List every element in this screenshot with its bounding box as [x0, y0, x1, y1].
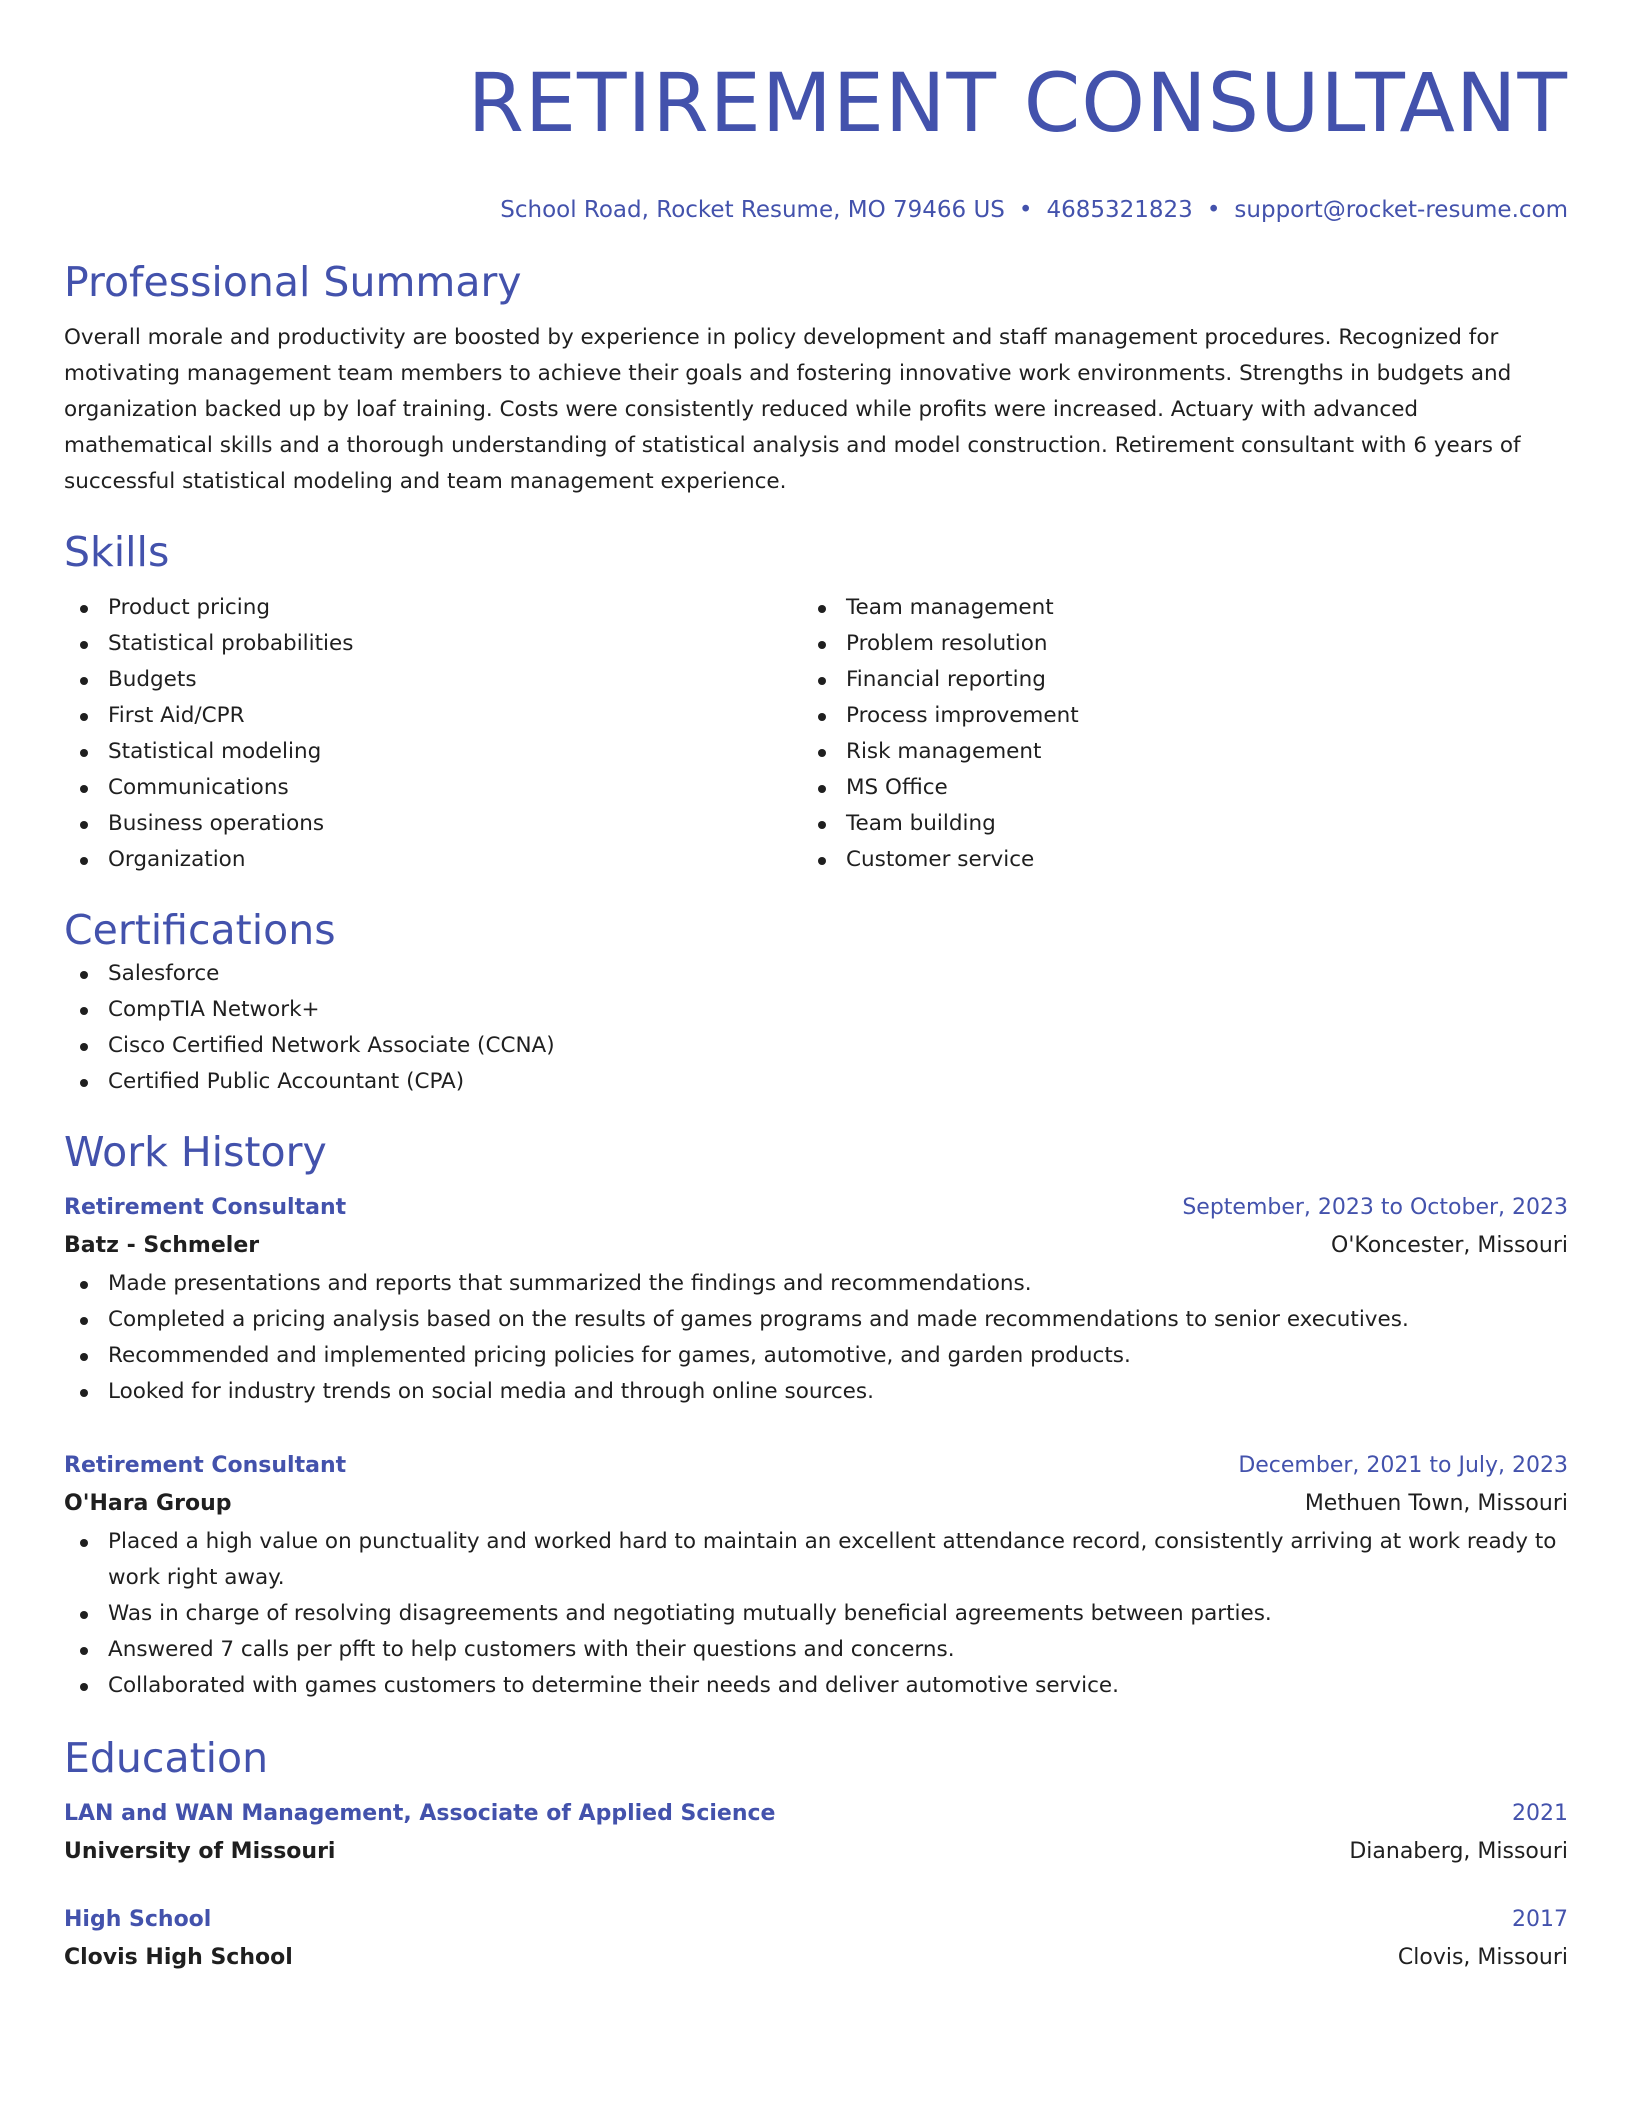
job-bullet-text: Placed a high value on punctuality and worked hard to maintain an excellent attendance record, consistently arriving at work ready to work right away.	[108, 1529, 1557, 1590]
skill-item-text: Team building	[846, 811, 996, 836]
school-name: Clovis High School	[64, 1945, 293, 1970]
graduation-year: 2017	[1512, 1907, 1568, 1932]
bullet-dot	[818, 641, 826, 649]
work-history-section	[64, 1126, 1568, 1704]
bullet-dot	[818, 713, 826, 721]
skill-item	[802, 770, 1540, 806]
skill-item-text: Product pricing	[108, 595, 270, 620]
graduation-year: 2021	[1512, 1801, 1568, 1826]
education-school-row	[64, 1938, 1568, 1978]
skill-item-text: Risk management	[846, 739, 1042, 764]
skill-item	[64, 698, 802, 734]
job-bullet	[64, 1668, 1568, 1704]
job-header-row	[64, 1448, 1568, 1484]
bullet-dot	[80, 1539, 88, 1547]
skill-item-text: Financial reporting	[846, 667, 1046, 692]
skill-item	[802, 734, 1540, 770]
job-bullet-text: Recommended and implemented pricing policies for games, automotive, and garden products.	[108, 1343, 1131, 1368]
skill-item	[64, 734, 802, 770]
skill-item-text: Organization	[108, 847, 246, 872]
bullet-dot	[80, 971, 88, 979]
certification-item-text: Certified Public Accountant (CPA)	[108, 1069, 465, 1094]
skill-item	[802, 626, 1540, 662]
bullet-dot	[818, 857, 826, 865]
job-bullets	[64, 1524, 1568, 1704]
skill-item	[64, 770, 802, 806]
job-bullet	[64, 1266, 1568, 1302]
education-entry	[64, 1902, 1568, 1978]
degree-name: LAN and WAN Management, Associate of Applied Science	[64, 1801, 776, 1826]
job-bullet	[64, 1338, 1568, 1374]
separator-dot: •	[1018, 197, 1033, 223]
certification-item	[64, 1028, 1568, 1064]
skill-item-text: Process improvement	[846, 703, 1079, 728]
job-dates: September, 2023 to October, 2023	[1182, 1195, 1568, 1220]
section-title: Education	[64, 1734, 269, 1782]
skill-item-text: First Aid/CPR	[108, 703, 245, 728]
bullet-dot	[818, 821, 826, 829]
email-link[interactable]: support@rocket-resume.com	[1234, 197, 1568, 223]
certification-item-text: CompTIA Network+	[108, 997, 320, 1022]
education-school-row	[64, 1832, 1568, 1872]
section-title: Skills	[64, 528, 170, 576]
skill-item	[802, 590, 1540, 626]
job-bullet	[64, 1632, 1568, 1668]
bullet-dot	[818, 605, 826, 613]
skill-item	[64, 590, 802, 626]
bullet-dot	[818, 749, 826, 757]
summary-text: Overall morale and productivity are boosted by experience in policy development and staff management procedures. Recognized for motivating management team members to achieve their goals and fostering innovative work environments. Strengths in budgets and organization backed up by loaf training. Costs were consistently reduced while profits were increased. Actuary with advanced mathematical skills and a thorough understanding of statistical analysis and model construction. Retirement consultant with 6 years of successful statistical modeling and team management experience.	[64, 325, 1521, 494]
skill-item-text: Budgets	[108, 667, 197, 692]
candidate-name: RETIREMENT CONSULTANT	[467, 57, 1568, 151]
job-title: Retirement Consultant	[64, 1453, 347, 1478]
bullet-dot	[80, 1611, 88, 1619]
job-bullet-text: Answered 7 calls per pfft to help customers with their questions and concerns.	[108, 1637, 955, 1662]
skills-section	[64, 526, 1568, 878]
bullet-dot	[80, 749, 88, 757]
skill-item	[64, 662, 802, 698]
skill-item-text: Statistical modeling	[108, 739, 322, 764]
bullet-dot	[80, 713, 88, 721]
job-bullet-text: Made presentations and reports that summarized the findings and recommendations.	[108, 1271, 1032, 1296]
job-bullets	[64, 1266, 1568, 1410]
bullet-dot	[80, 785, 88, 793]
job-bullet	[64, 1374, 1568, 1410]
job-bullet-text: Looked for industry trends on social media and through online sources.	[108, 1379, 874, 1404]
job-header-row	[64, 1190, 1568, 1226]
bullet-dot	[80, 1043, 88, 1051]
company-name: Batz - Schmeler	[64, 1233, 260, 1258]
phone-number[interactable]: 4685321823	[1046, 197, 1193, 223]
resume-header	[64, 0, 1568, 224]
certification-item-text: Cisco Certified Network Associate (CCNA)	[108, 1033, 555, 1058]
skill-item-text: Statistical probabilities	[108, 631, 354, 656]
bullet-dot	[80, 821, 88, 829]
certification-item	[64, 992, 1568, 1028]
bullet-dot	[80, 677, 88, 685]
certifications-list	[64, 956, 1568, 1100]
job-bullet-text: Collaborated with games customers to determine their needs and deliver automotive service.	[108, 1673, 1119, 1698]
skills-list-left	[64, 590, 802, 878]
skill-item-text: Business operations	[108, 811, 325, 836]
company-name: O'Hara Group	[64, 1491, 232, 1516]
skill-item	[64, 842, 802, 878]
skill-item-text: Communications	[108, 775, 289, 800]
separator-dot: •	[1206, 197, 1221, 223]
contact-line	[64, 196, 1568, 224]
section-title: Work History	[64, 1128, 327, 1176]
skill-item	[802, 842, 1540, 878]
bullet-dot	[80, 1281, 88, 1289]
certification-item-text: Salesforce	[108, 961, 220, 986]
degree-name: High School	[64, 1907, 212, 1932]
education-header-row	[64, 1796, 1568, 1832]
job-dates: December, 2021 to July, 2023	[1238, 1453, 1568, 1478]
section-title: Certifications	[64, 906, 336, 954]
address: School Road, Rocket Resume, MO 79466 US	[500, 197, 1005, 223]
bullet-dot	[80, 1317, 88, 1325]
bullet-dot	[80, 641, 88, 649]
skills-list-right	[802, 590, 1540, 878]
skill-item	[802, 806, 1540, 842]
certification-item	[64, 956, 1568, 992]
bullet-dot	[80, 1389, 88, 1397]
job-title: Retirement Consultant	[64, 1195, 347, 1220]
education-header-row	[64, 1902, 1568, 1938]
bullet-dot	[80, 1007, 88, 1015]
job-entry	[64, 1448, 1568, 1704]
skill-item	[64, 806, 802, 842]
skill-item-text: MS Office	[846, 775, 948, 800]
job-bullet-text: Completed a pricing analysis based on the results of games programs and made recommendations to senior executives.	[108, 1307, 1409, 1332]
bullet-dot	[80, 1683, 88, 1691]
bullet-dot	[818, 785, 826, 793]
job-entry	[64, 1190, 1568, 1410]
skill-item	[64, 626, 802, 662]
job-company-row	[64, 1484, 1568, 1524]
bullet-dot	[80, 857, 88, 865]
bullet-dot	[80, 1353, 88, 1361]
job-bullet	[64, 1524, 1568, 1596]
bullet-dot	[80, 1079, 88, 1087]
skill-item-text: Problem resolution	[846, 631, 1048, 656]
job-company-row	[64, 1226, 1568, 1266]
certifications-section	[64, 904, 1568, 1100]
job-location: Methuen Town, Missouri	[1304, 1491, 1568, 1516]
skill-item	[802, 662, 1540, 698]
skill-item-text: Team management	[846, 595, 1054, 620]
education-section	[64, 1732, 1568, 1978]
school-location: Dianaberg, Missouri	[1349, 1839, 1568, 1864]
bullet-dot	[80, 1647, 88, 1655]
school-location: Clovis, Missouri	[1397, 1945, 1568, 1970]
skill-item-text: Customer service	[846, 847, 1035, 872]
certification-item	[64, 1064, 1568, 1100]
job-bullet-text: Was in charge of resolving disagreements and negotiating mutually beneficial agreements between parties.	[108, 1601, 1272, 1626]
skills-columns	[64, 590, 1568, 878]
skill-item	[802, 698, 1540, 734]
professional-summary-section	[64, 256, 1568, 500]
bullet-dot	[80, 605, 88, 613]
section-title: Professional Summary	[64, 258, 522, 306]
school-name: University of Missouri	[64, 1839, 336, 1864]
education-entry	[64, 1796, 1568, 1872]
job-location: O'Koncester, Missouri	[1331, 1233, 1568, 1258]
bullet-dot	[818, 677, 826, 685]
job-bullet	[64, 1596, 1568, 1632]
job-bullet	[64, 1302, 1568, 1338]
